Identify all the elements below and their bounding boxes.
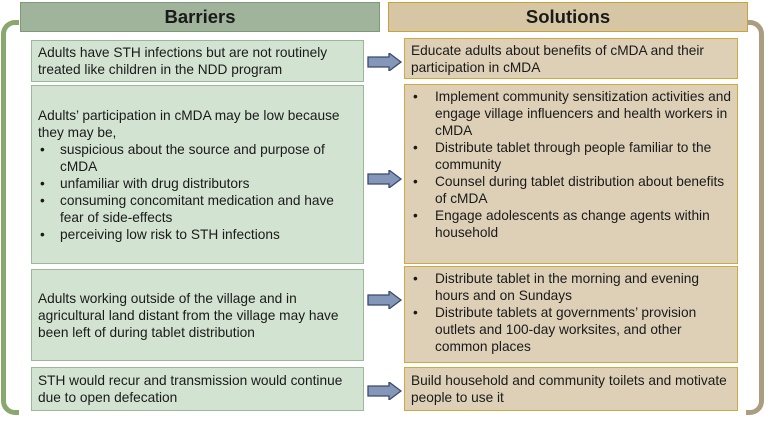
barrier-bullet: • unfamiliar with drug distributors (38, 175, 357, 192)
solutions-bracket (746, 20, 764, 415)
solution-box-3 (404, 266, 738, 363)
barriers-bracket (1, 20, 19, 415)
solution-box-1 (404, 38, 738, 79)
solution-text: Build household and community toilets and motivate people to use it (411, 373, 727, 405)
right-arrow-icon (367, 382, 402, 400)
solution-bullet: • Distribute tablets at governments’ provision outlets and 100-day worksites, and other common places (411, 304, 731, 355)
barrier-bullet: • consuming concomitant medication and have fear of side-effects (38, 192, 357, 226)
solution-text: Educate adults about benefits of cMDA and their participation in cMDA (411, 43, 704, 75)
barriers-header: Barriers (20, 2, 380, 32)
solution-bullet: • Engage adolescents as change agents within household (411, 207, 731, 241)
barrier-box-2 (31, 85, 364, 264)
solution-box-2 (404, 84, 738, 264)
solution-bullet: • Distribute tablet in the morning and evening hours and on Sundays (411, 270, 731, 304)
right-arrow-icon (367, 291, 402, 309)
barrier-box-3 (31, 269, 364, 361)
barrier-text: Adults have STH infections but are not routinely treated like children in the NDD program (38, 45, 328, 77)
barrier-intro: Adults’ participation in cMDA may be low because they may be, (38, 107, 340, 140)
solution-bullet: • Implement community sensitization activities and engage village influencers and health workers in cMDA (411, 88, 731, 139)
solution-bullet: • Counsel during tablet distribution about benefits of cMDA (411, 173, 731, 207)
solutions-header: Solutions (388, 2, 748, 32)
barrier-box-4 (31, 367, 364, 411)
barrier-box-1 (31, 40, 364, 82)
right-arrow-icon (367, 170, 402, 188)
barrier-bullet: • suspicious about the source and purpose of cMDA (38, 141, 357, 175)
barrier-bullet: • perceiving low risk to STH infections (38, 226, 357, 243)
barrier-text: STH would recur and transmission would continue due to open defecation (38, 373, 343, 405)
right-arrow-icon (367, 53, 402, 71)
barrier-text: Adults working outside of the village and in agricultural land distant from the village may have been left of during tablet distribution (38, 290, 339, 340)
solution-box-4 (404, 367, 738, 411)
solution-bullet: • Distribute tablet through people familiar to the community (411, 139, 731, 173)
